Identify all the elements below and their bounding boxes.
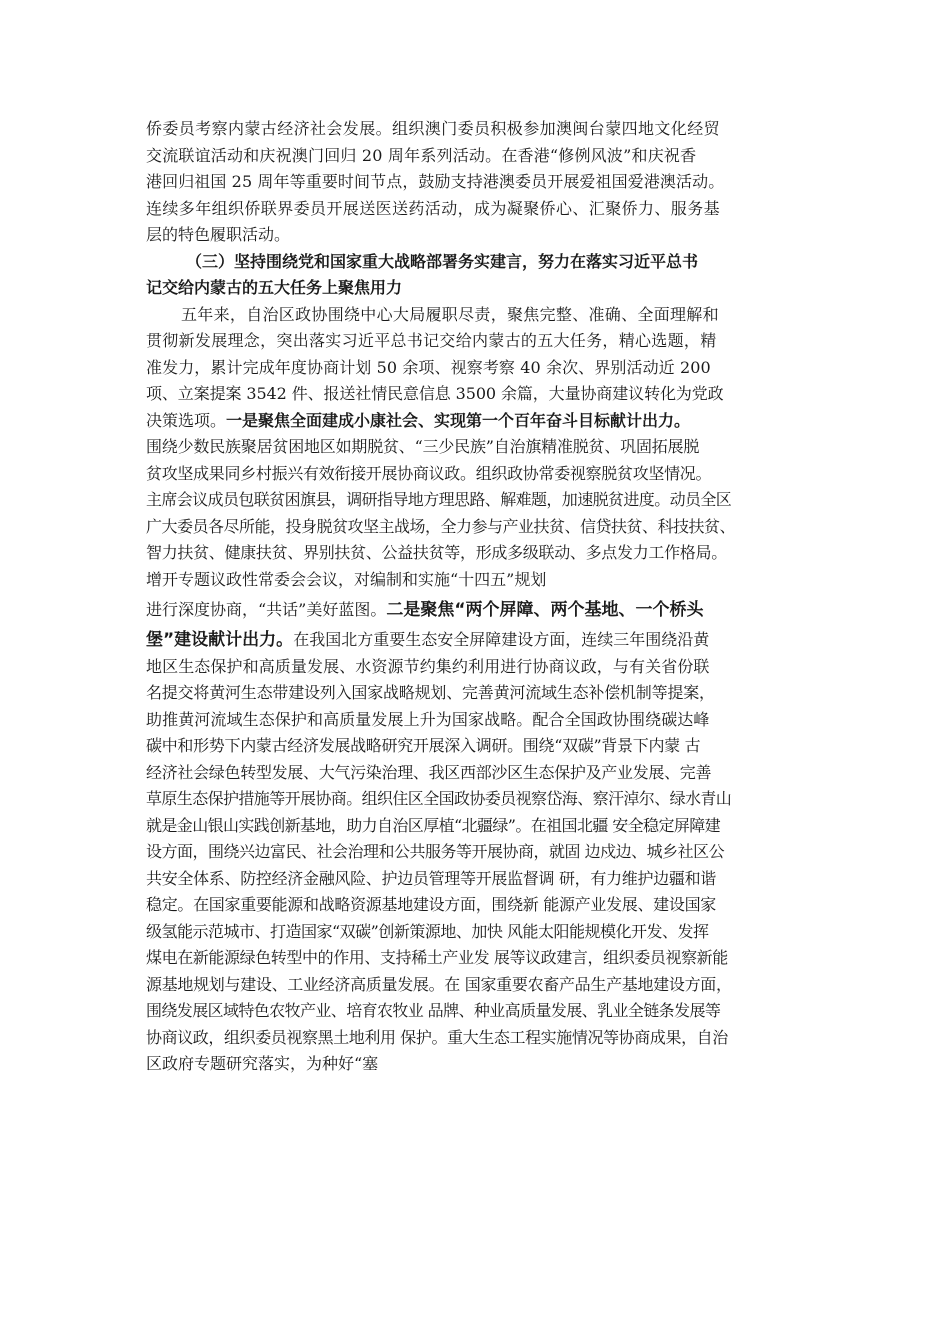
- text-run: 决策选项。: [146, 410, 227, 430]
- text-line: 名提交将黄河生态带建设列入国家战略规划、完善黄河流域生态补偿机制等提案，: [146, 683, 715, 702]
- text-line: [146, 408, 811, 435]
- text-line: 智力扶贫、健康扶贫、界别扶贫、公益扶贫等，形成多级联动、多点发力工作格局。: [146, 543, 727, 562]
- bold-key-point: 二是聚焦“两个屏障、两个基地、一个桥头: [386, 600, 704, 620]
- text-line: 煤电在新能源绿色转型中的作用、支持稀土产业发 展等议政建言，组织委员视察新能: [146, 948, 728, 967]
- bold-key-point: 一是聚焦全面建成小康社会、实现第一个百年奋斗目标献计出力。: [226, 410, 691, 430]
- text-line: 准发力，累计完成年度协商计划 50 余项、视察考察 40 余次、界别活动近 200: [146, 357, 711, 377]
- text-line: 增开专题议政性常委会会议，对编制和实施“十四五”规划: [146, 569, 547, 589]
- text-line: 区政府专题研究落实，为种好“塞: [146, 1054, 379, 1073]
- text-line: 协商议政，组织委员视察黑土地利用 保护。重大生态工程实施情况等协商成果，自治: [146, 1027, 728, 1047]
- text-line: 源基地规划与建设、工业经济高质量发展。在 国家重要农畜产品生产基地建设方面，: [146, 974, 732, 994]
- text-line: 地区生态保护和高质量发展、水资源节约集约利用进行协商议政，与有关省份联: [146, 656, 710, 676]
- section-heading: 记交给内蒙古的五大任务上聚焦用力: [146, 278, 403, 297]
- text-line: 层的特色履职活动。: [146, 225, 291, 244]
- text-line: 贫攻坚成果同乡村振兴有效衔接开展协商议政。组织政协常委视察脱贫攻坚情况。: [146, 463, 712, 483]
- text-line: 围绕发展区域特色农牧产业、培育农牧业 品牌、种业高质量发展、乳业全链条发展等: [146, 1001, 721, 1020]
- text-line: 碳中和形势下内蒙古经济发展战略研究开展深入调研。围绕“双碳”背景下内蒙 古: [146, 736, 701, 755]
- text-line: 连续多年组织侨联界委员开展送医送药活动，成为凝聚侨心、汇聚侨力、服务基: [146, 198, 721, 218]
- text-line: 五年来，自治区政协围绕中心大局履职尽责，聚焦完整、准确、全面理解和: [181, 304, 719, 324]
- document-body: [146, 116, 811, 1078]
- text-line: 侨委员考察内蒙古经济社会发展。组织澳门委员积极参加澳闽台蒙四地文化经贸: [146, 119, 721, 138]
- text-line: 级氢能示范城市、打造国家“双碳”创新策源地、加快 风能太阳能规模化开发、发挥: [146, 921, 709, 941]
- text-line: 稳定。在国家重要能源和战略资源基地建设方面，围绕新 能源产业发展、建设国家: [146, 895, 716, 914]
- text-line: 经济社会绿色转型发展、大气污染治理、我区西部沙区生态保护及产业发展、完善: [146, 762, 712, 782]
- text-line: 就是金山银山实践创新基地，助力自治区厚植“北疆绿”。在祖国北疆 安全稳定屏障建: [146, 815, 721, 835]
- text-line: 贯彻新发展理念，突出落实习近平总书记交给内蒙古的五大任务，精心选题，精: [146, 331, 717, 350]
- text-line: 项、立案提案 3542 件、报送社情民意信息 3500 余篇，大量协商建议转化为党政: [146, 384, 724, 403]
- text-line: [146, 593, 811, 627]
- text-run: 进行深度协商，“共话”美好蓝图。: [146, 600, 387, 619]
- text-line: [146, 627, 811, 654]
- text-run: 在我国北方重要生态安全屏障建设方面，连续三年围绕沿黄: [293, 630, 710, 649]
- text-line: 设方面，围绕兴边富民、社会治理和公共服务等开展协商，就固 边戍边、城乡社区公: [146, 842, 725, 861]
- text-line: 港回归祖国 25 周年等重要时间节点，鼓励支持港澳委员开展爱祖国爱港澳活动。: [146, 172, 725, 191]
- bold-key-point: 堡”建设献计出力。: [146, 630, 294, 650]
- text-line: 交流联谊活动和庆祝澳门回归 20 周年系列活动。在香港“修例风波”和庆祝香: [146, 145, 697, 165]
- text-line: 草原生态保护措施等开展协商。组织住区全国政协委员视察岱海、察汗淖尔、绿水青山: [146, 789, 732, 808]
- text-line: 共安全体系、防控经济金融风险、护边员管理等开展监督调 研，有力维护边疆和谐: [146, 868, 716, 888]
- text-line: 围绕少数民族聚居贫困地区如期脱贫、“三少民族”自治旗精准脱贫、巩固拓展脱: [146, 437, 700, 456]
- text-line: 助推黄河流域生态保护和高质量发展上升为国家战略。配合全国政协围绕碳达峰: [146, 709, 710, 729]
- text-line: 广大委员各尽所能，投身脱贫攻坚主战场，全力参与产业扶贫、信贷扶贫、科技扶贫、: [146, 516, 736, 536]
- text-line: 主席会议成员包联贫困旗县，调研指导地方理思路、解难题，加速脱贫进度。动员全区: [146, 490, 732, 509]
- section-heading: （三）坚持围绕党和国家重大战略部署务实建言，努力在落实习近平总书: [186, 251, 699, 271]
